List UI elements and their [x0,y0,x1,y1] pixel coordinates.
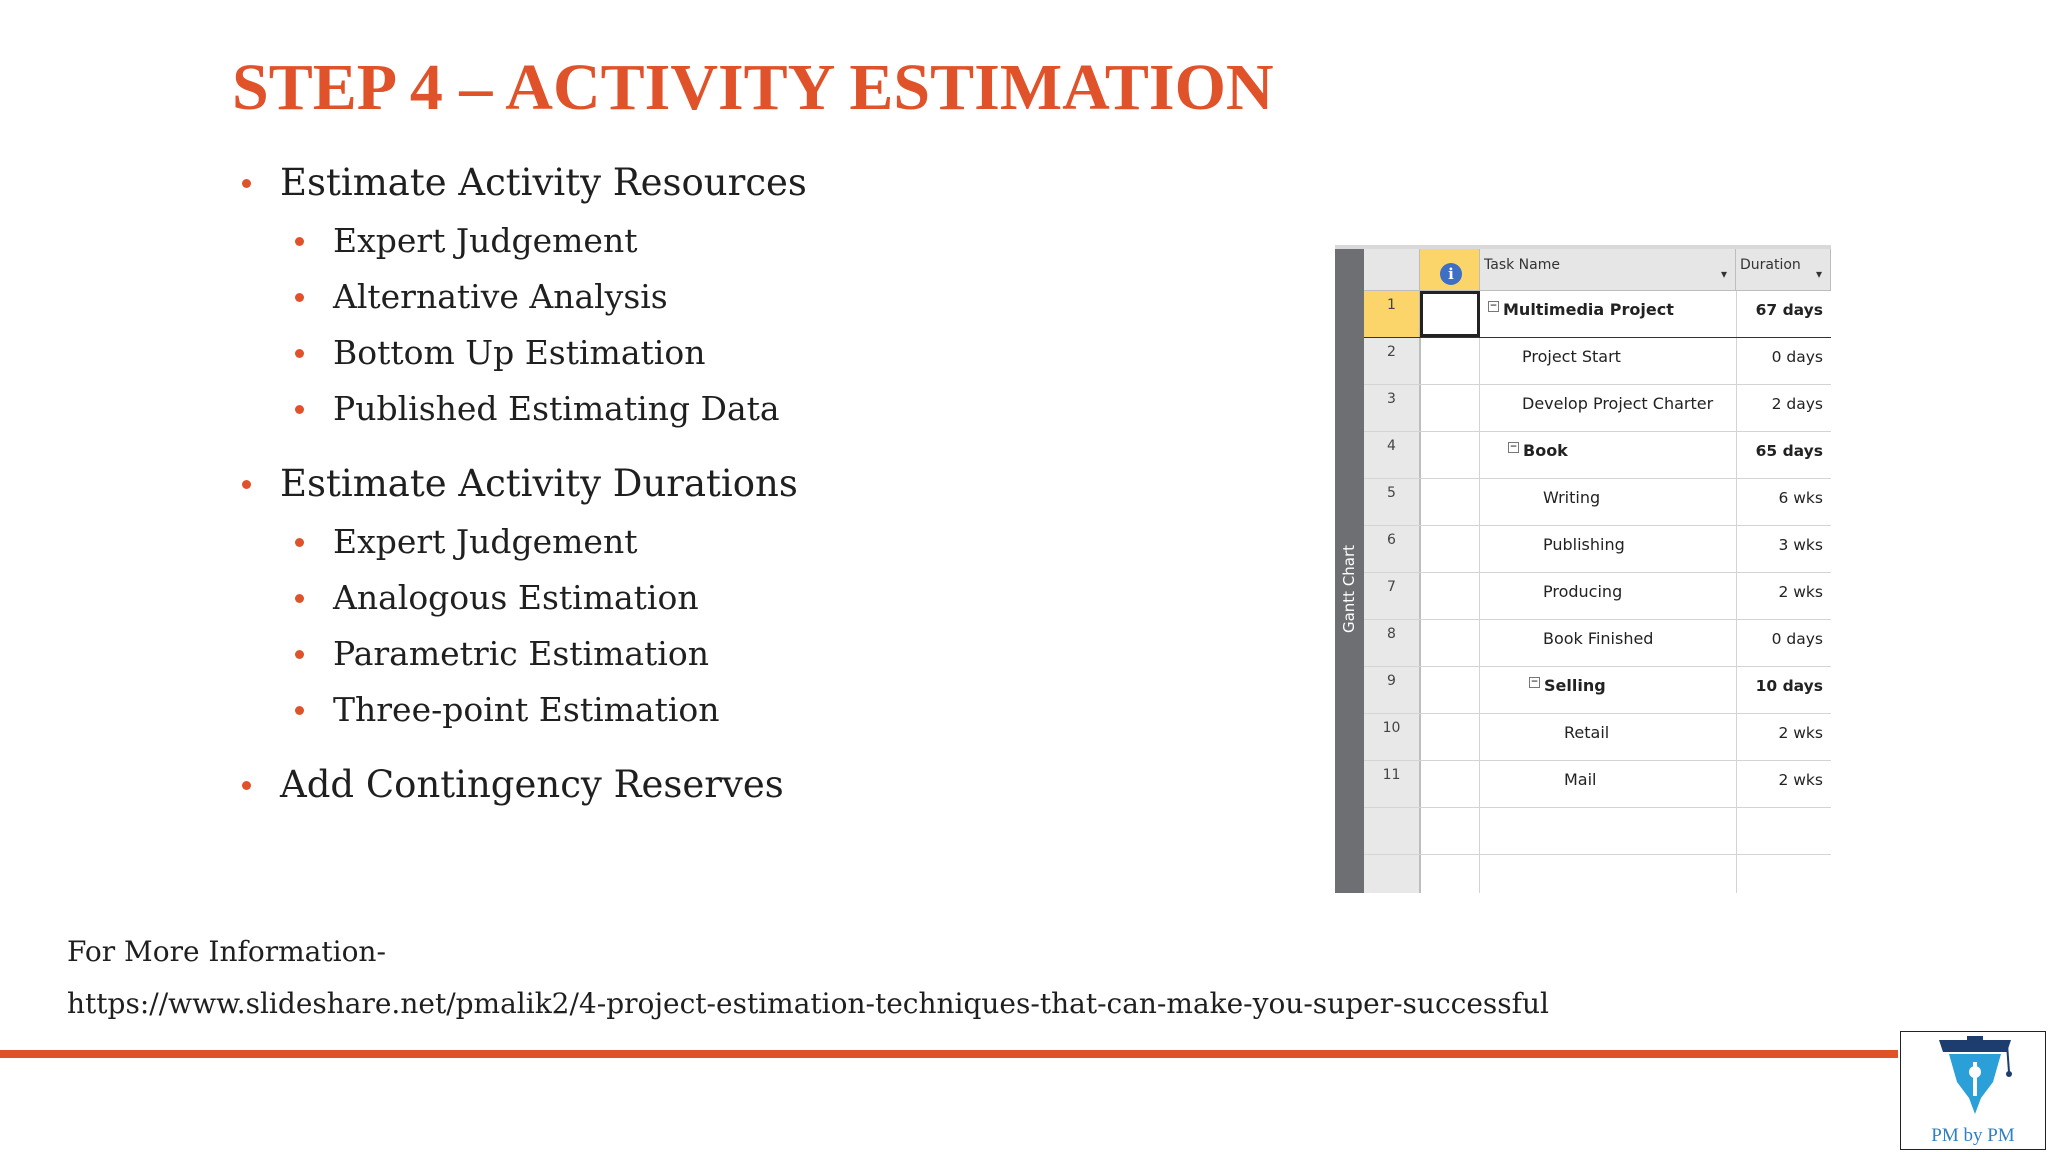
row-number: 6 [1364,526,1420,572]
indicator-cell[interactable] [1420,855,1480,893]
sub-bullet-label: Published Estimating Data [333,389,780,428]
sub-bullet-label: Alternative Analysis [333,277,668,316]
logo-text: PM by PM [1931,1125,2015,1146]
bullet-dot [295,706,304,715]
duration-cell[interactable] [1736,855,1831,893]
row-number: 3 [1364,385,1420,431]
sub-bullet [333,689,720,731]
task-name-cell[interactable] [1529,667,1606,713]
duration-cell[interactable]: 2 wks [1736,761,1831,807]
bullet-label: Estimate Activity Durations [280,462,798,505]
gantt-chart-label: Gantt Chart [1340,544,1358,634]
sub-bullet-label: Parametric Estimation [333,634,709,673]
bullet-dot [295,349,304,358]
bullet-dot [242,781,251,790]
select-all-corner[interactable] [1364,249,1420,291]
task-name-cell[interactable]: Retail [1564,723,1610,742]
reference-link[interactable]: https://www.slideshare.net/pmalik2/4-project-estimation-techniques-that-can-make-you-super-successful [67,987,1549,1020]
indicator-cell[interactable] [1420,291,1480,337]
task-name-cell[interactable] [1488,291,1674,337]
sub-bullet-label: Bottom Up Estimation [333,333,706,372]
chevron-down-icon[interactable]: ▾ [1815,267,1822,281]
table-row[interactable] [1364,479,1831,526]
duration-cell[interactable] [1736,808,1831,854]
sub-bullet-label: Expert Judgement [333,221,638,260]
duration-cell[interactable]: 67 days [1736,291,1831,337]
sub-bullet [333,388,780,430]
indicator-cell[interactable] [1420,714,1480,760]
task-name-cell[interactable]: Publishing [1543,535,1625,554]
task-name: Selling [1544,676,1606,695]
collapse-icon[interactable]: − [1530,677,1539,687]
indicator-cell[interactable] [1420,526,1480,572]
row-number [1364,855,1420,893]
graduation-pen-icon [1901,1032,2045,1122]
sub-bullet [333,220,637,262]
sub-bullet [333,276,668,318]
duration-cell[interactable]: 10 days [1736,667,1831,713]
slide-title: STEP 4 – ACTIVITY ESTIMATION [232,51,1274,124]
footer-accent-line [0,1050,1898,1058]
pm-by-pm-logo [1900,1031,2046,1150]
table-row[interactable] [1364,714,1831,761]
sub-bullet-label: Expert Judgement [333,522,638,561]
table-row[interactable] [1364,761,1831,808]
row-number: 2 [1364,338,1420,384]
bullet-dot [295,650,304,659]
bullet-contingency-reserves [280,762,784,808]
bullet-dot [295,237,304,246]
duration-cell[interactable]: 3 wks [1736,526,1831,572]
row-number [1364,808,1420,854]
indicator-cell[interactable] [1420,338,1480,384]
bullet-label: Add Contingency Reserves [280,763,784,806]
bullet-label: Estimate Activity Resources [280,161,807,204]
gantt-chart-side-tab[interactable] [1335,249,1364,893]
collapse-icon[interactable]: − [1509,442,1518,452]
row-number: 7 [1364,573,1420,619]
duration-cell[interactable]: 6 wks [1736,479,1831,525]
sub-bullet [333,332,705,374]
indicators-column-header[interactable] [1420,249,1480,291]
collapse-icon[interactable]: − [1489,301,1498,311]
indicator-cell[interactable] [1420,808,1480,854]
task-name-header-label: Task Name [1484,257,1560,273]
bullet-estimate-durations [280,461,798,507]
table-row[interactable] [1364,620,1831,667]
sub-bullet-label: Analogous Estimation [333,578,699,617]
row-number: 4 [1364,432,1420,478]
sub-bullet [333,633,709,675]
table-row[interactable] [1364,385,1831,432]
indicator-cell[interactable] [1420,761,1480,807]
more-info-label: For More Information- [67,935,386,968]
indicator-cell[interactable] [1420,385,1480,431]
row-number: 1 [1364,291,1420,337]
duration-cell[interactable]: 2 wks [1736,573,1831,619]
duration-cell[interactable]: 0 days [1736,620,1831,666]
indicator-cell[interactable] [1420,432,1480,478]
task-name-cell[interactable]: Writing [1543,488,1601,507]
task-name-cell[interactable]: Producing [1543,582,1623,601]
task-name-cell[interactable]: Book Finished [1543,629,1654,648]
bullet-estimate-resources [280,160,807,206]
table-row[interactable] [1364,573,1831,620]
duration-header-label: Duration [1740,257,1801,273]
task-name: Book [1523,441,1568,460]
table-row[interactable] [1364,291,1831,338]
project-task-table [1335,245,1831,893]
row-number: 9 [1364,667,1420,713]
table-row-empty[interactable] [1364,855,1831,893]
indicator-cell[interactable] [1420,620,1480,666]
table-row[interactable] [1364,526,1831,573]
row-number: 10 [1364,714,1420,760]
task-name-cell[interactable]: Mail [1564,770,1597,789]
sub-bullet [333,577,699,619]
table-row[interactable] [1364,338,1831,385]
bullet-dot [295,594,304,603]
sub-bullet [333,521,637,563]
task-name: Multimedia Project [1503,300,1674,319]
row-number: 5 [1364,479,1420,525]
bullet-dot [295,405,304,414]
bullet-dot [295,293,304,302]
chevron-down-icon[interactable]: ▾ [1720,267,1727,281]
bullet-dot [295,538,304,547]
task-name-cell[interactable]: Develop Project Charter [1522,394,1714,413]
bullet-dot [242,480,251,489]
task-name-cell[interactable] [1508,432,1568,478]
row-number: 11 [1364,761,1420,807]
table-row[interactable] [1364,432,1831,479]
duration-cell[interactable]: 2 wks [1736,714,1831,760]
task-name-column-header[interactable] [1480,249,1736,291]
row-number: 8 [1364,620,1420,666]
sub-bullet-label: Three-point Estimation [333,690,720,729]
task-name-cell[interactable]: Project Start [1522,347,1621,366]
indicator-cell[interactable] [1420,667,1480,713]
indicator-cell[interactable] [1420,573,1480,619]
duration-column-header[interactable] [1736,249,1831,291]
bullet-dot [242,179,251,188]
duration-cell[interactable]: 0 days [1736,338,1831,384]
table-row[interactable] [1364,667,1831,714]
duration-cell[interactable]: 65 days [1736,432,1831,478]
table-row-empty[interactable] [1364,808,1831,855]
indicator-cell[interactable] [1420,479,1480,525]
duration-cell[interactable]: 2 days [1736,385,1831,431]
info-icon: i [1440,263,1462,285]
